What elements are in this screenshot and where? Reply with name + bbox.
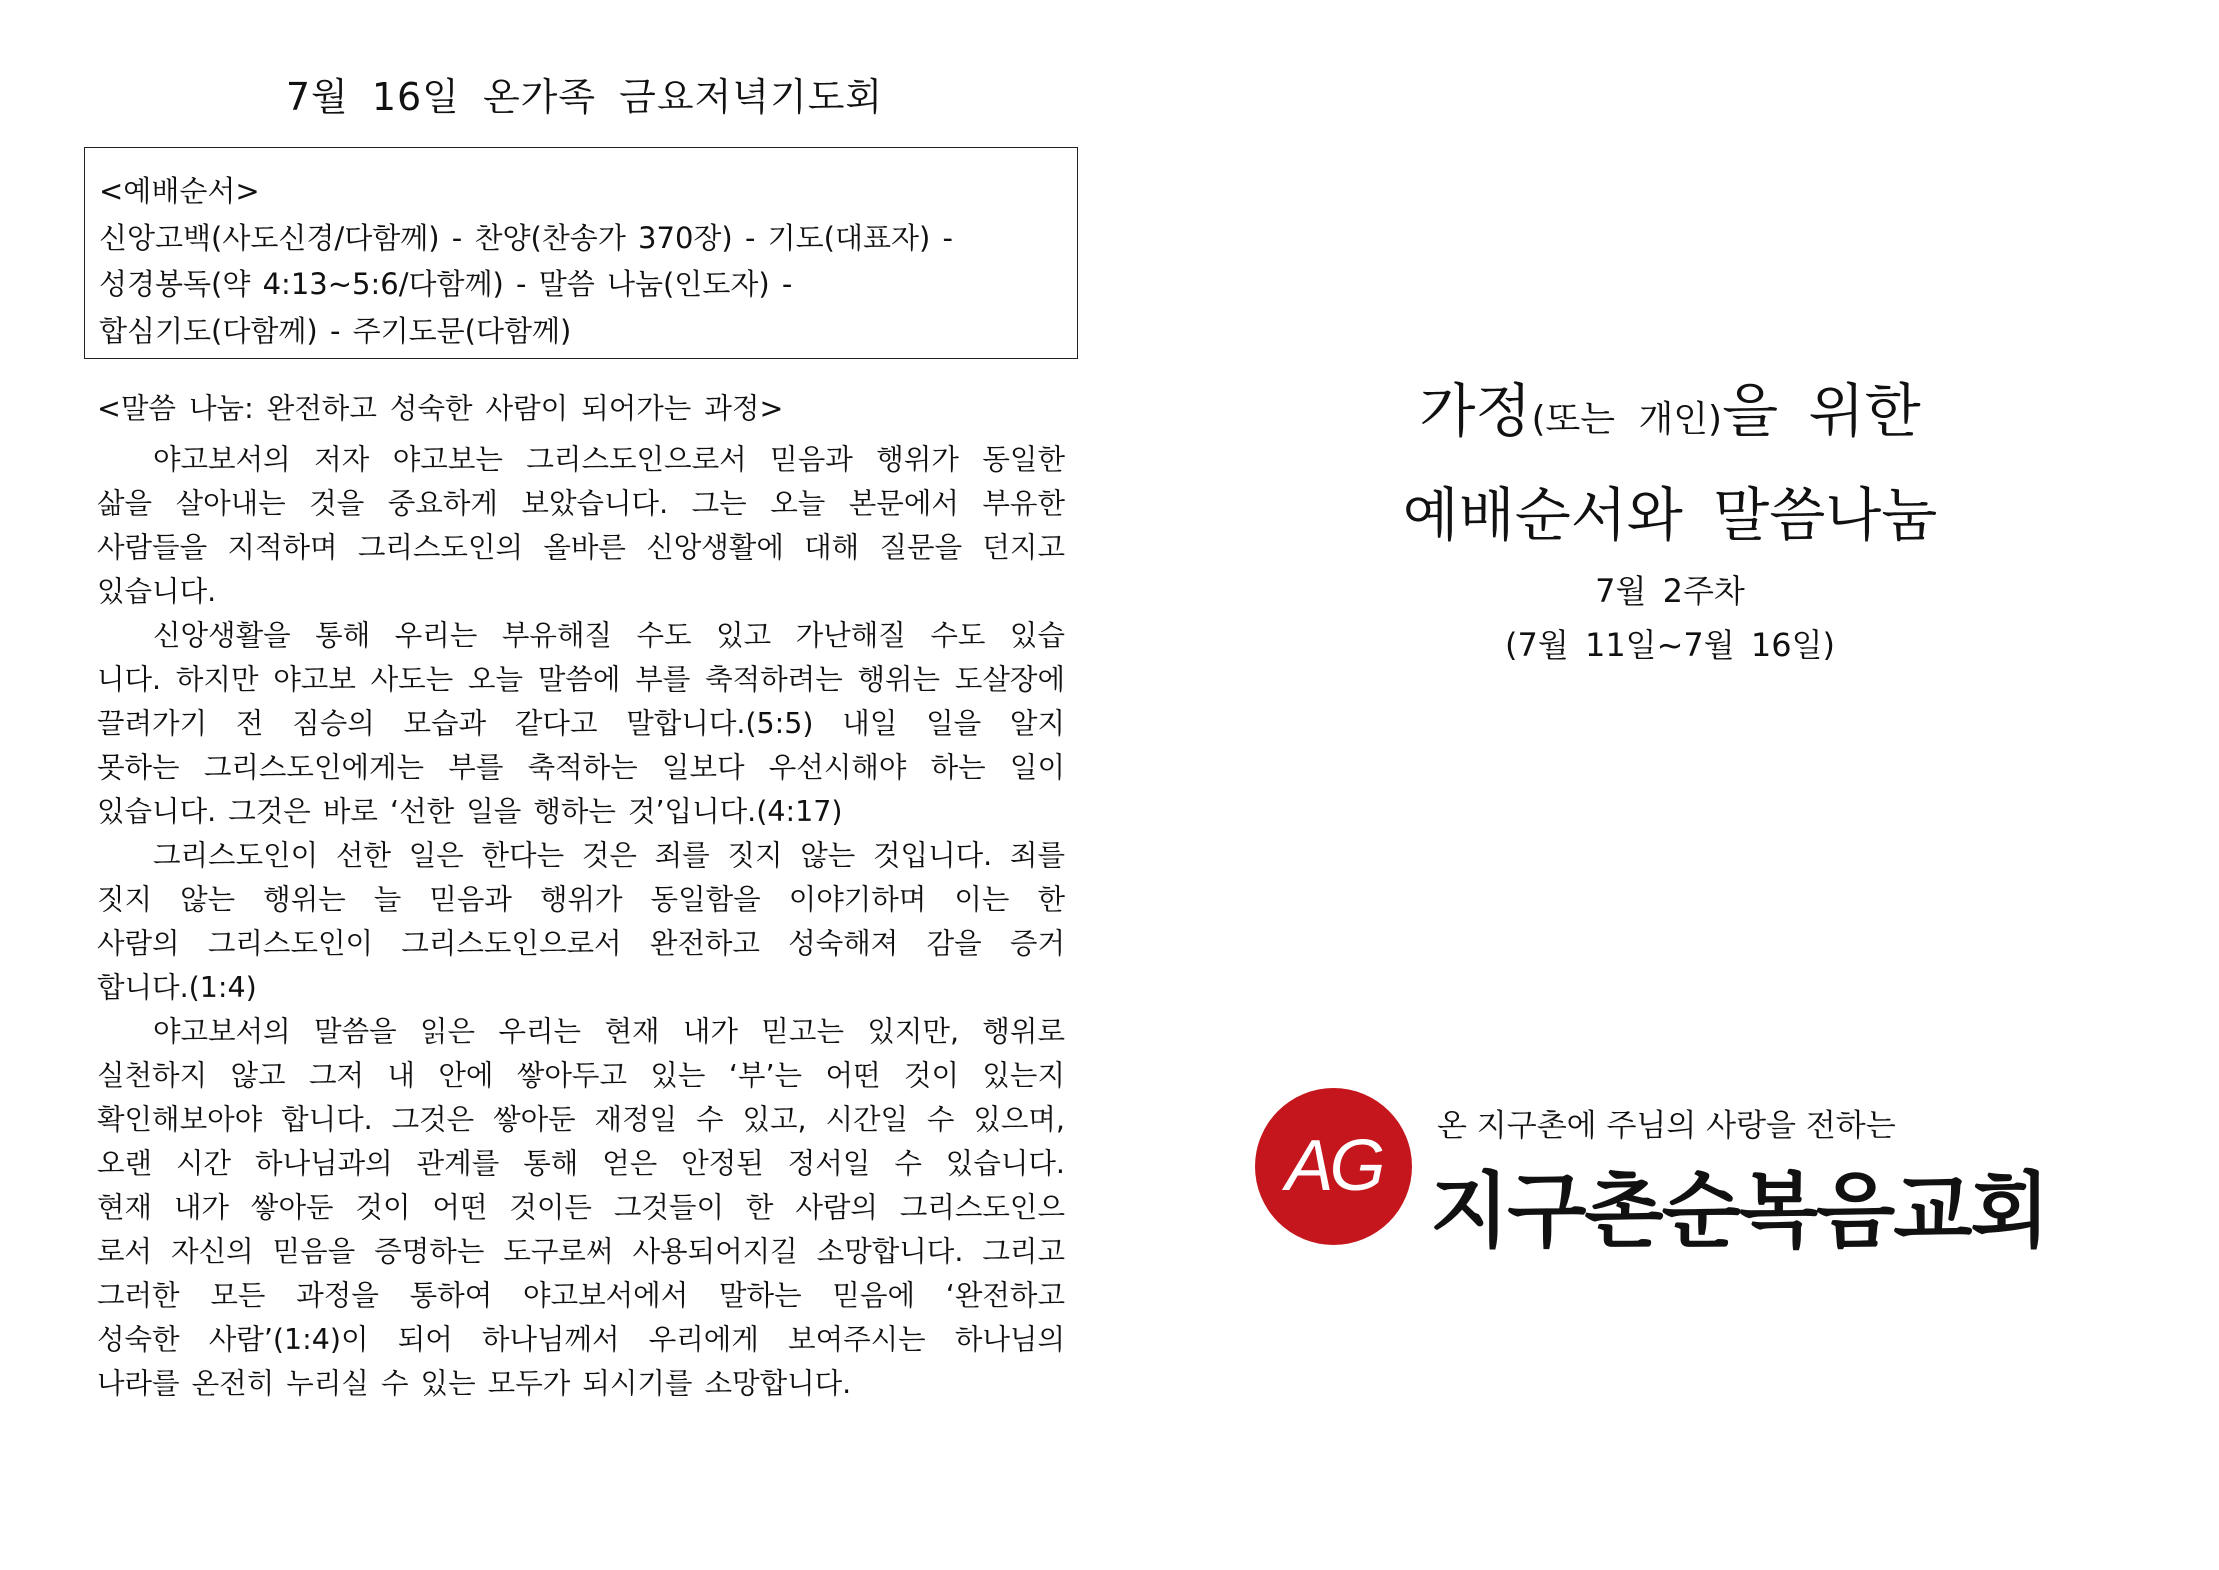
body-line: 신앙생활을 통해 우리는 부유해질 수도 있고 가난해질 수도 있습 [153,619,1065,652]
body-line: 현재 내가 쌓아둔 것이 어떤 것이든 그것들이 한 사람의 그리스도인으 [97,1191,1065,1224]
page-title: 7월 16일 온가족 금요저녁기도회 [285,75,884,119]
church-name: 지구촌순복음교회 [1430,1164,2048,1259]
cover-title-part: 가정 [1419,377,1532,445]
body-line: 사람의 그리스도인이 그리스도인으로서 완전하고 성숙해져 감을 증거 [97,927,1065,960]
church-logo [1255,1088,2155,1259]
body-line: 야고보서의 저자 야고보는 그리스도인으로서 믿음과 행위가 동일한 [153,443,1065,476]
body-line: 니다. 하지만 야고보 사도는 오늘 말씀에 부를 축적하려는 행위는 도살장에 [97,663,1065,696]
worship-order-heading: <예배순서> [99,174,260,208]
sermon-sharing-heading: <말씀 나눔: 완전하고 성숙한 사람이 되어가는 과정> [97,392,784,425]
body-line: 실천하지 않고 그저 내 안에 쌓아두고 있는 ‘부’는 어떤 것이 있는지 [97,1059,1065,1092]
cover-title-aside: (또는 개인) [1531,399,1723,440]
worship-order-line: 합심기도(다함께) - 주기도문(다함께) [99,313,572,348]
body-line: 끌려가기 전 짐승의 모습과 같다고 말합니다.(5:5) 내일 일을 알지 [97,707,1065,740]
ag-logo-icon [1255,1088,1412,1245]
body-line: 합니다.(1:4) [97,971,257,1004]
body-line: 성숙한 사람’(1:4)이 되어 하나님께서 우리에게 보여주시는 하나님의 [97,1323,1065,1356]
body-line: 확인해보아야 합니다. 그것은 쌓아둔 재정일 수 있고, 시간일 수 있으며, [97,1103,1065,1136]
body-line: 삶을 살아내는 것을 중요하게 보았습니다. 그는 오늘 본문에서 부유한 [97,487,1065,520]
body-line: 있습니다. [97,575,217,608]
sermon-sharing-body [97,438,1065,1406]
body-line: 나라를 온전히 누리실 수 있는 모두가 되시기를 소망합니다. [97,1367,852,1400]
cover-title-line2: 예배순서와 말씀나눔 [1402,481,1938,549]
body-line: 못하는 그리스도인에게는 부를 축적하는 일보다 우선시해야 하는 일이 [97,751,1065,784]
worship-order-line: 성경봉독(약 4:13~5:6/다함께) - 말씀 나눔(인도자) - [99,267,793,301]
body-line: 사람들을 지적하며 그리스도인의 올바른 신앙생활에 대해 질문을 던지고 [97,531,1065,564]
worship-order-box [84,147,1078,359]
cover-title-part: 을 위한 [1722,377,1921,445]
logo-mark-text: AG [1285,1126,1382,1206]
body-line: 짓지 않는 행위는 늘 믿음과 행위가 동일함을 이야기하며 이는 한 [97,883,1065,916]
cover-title-line1 [1245,364,2095,448]
cover-date-range: (7월 11일~7월 16일) [1505,626,1835,664]
church-slogan: 온 지구촌에 주님의 사랑을 전하는 [1437,1108,1896,1144]
body-line: 야고보서의 말씀을 읽은 우리는 현재 내가 믿고는 있지만, 행위로 [153,1015,1065,1048]
body-line: 오랜 시간 하나님과의 관계를 통해 얻은 안정된 정서일 수 있습니다. [97,1147,1065,1180]
worship-order-line: 신앙고백(사도신경/다함께) - 찬양(찬송가 370장) - 기도(대표자) - [99,220,954,255]
body-line: 그러한 모든 과정을 통하여 야고보서에서 말하는 믿음에 ‘완전하고 [97,1279,1065,1312]
cover-week: 7월 2주차 [1595,572,1745,610]
body-line: 있습니다. 그것은 바로 ‘선한 일을 행하는 것’입니다.(4:17) [97,795,843,828]
body-line: 그리스도인이 선한 일은 한다는 것은 죄를 짓지 않는 것입니다. 죄를 [153,839,1065,872]
body-line: 로서 자신의 믿음을 증명하는 도구로써 사용되어지길 소망합니다. 그리고 [97,1235,1065,1268]
